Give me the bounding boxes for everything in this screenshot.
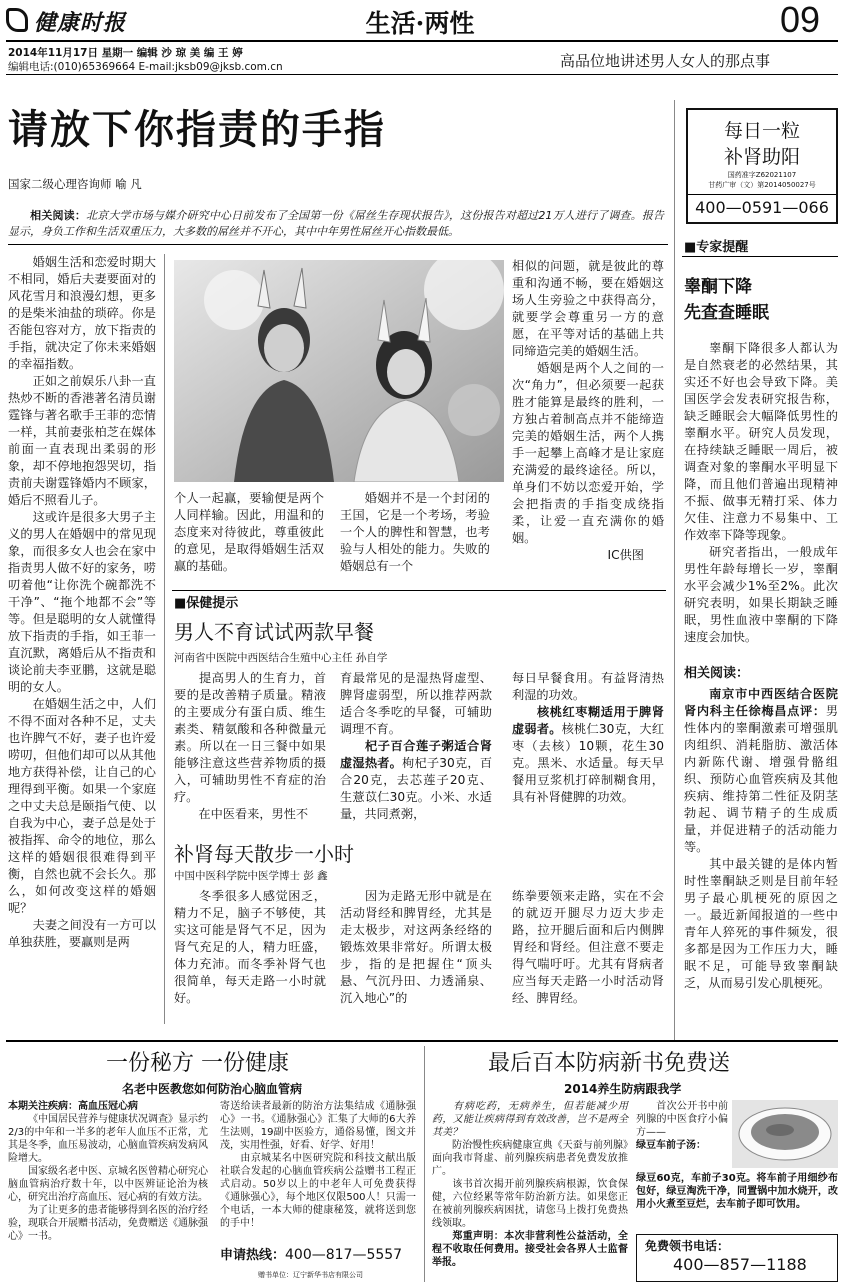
related-label: 相关阅读： bbox=[30, 209, 86, 222]
ad-license2: 甘药广审（文）第2014050027号 bbox=[708, 181, 816, 189]
bottom-right-subheadline: 2014养生防病跟我学 bbox=[564, 1082, 682, 1096]
main-col2: 个人一起赢，要输便是两个人同样输。因此，用温和的态度来对待彼此，尊重彼此的意见，是取得婚姻生活双赢的基础。 bbox=[174, 491, 324, 573]
ad-box bbox=[686, 108, 838, 224]
main-col4 bbox=[512, 258, 664, 564]
right-headline-1: 睾酮下降 bbox=[684, 277, 752, 297]
bottom-right-col2: 首次公开书中前列腺的中医食疗小偏方—— 绿豆车前子汤： bbox=[636, 1101, 728, 1151]
soup-bowl-photo bbox=[732, 1100, 838, 1168]
ad-divider bbox=[688, 194, 836, 195]
logo bbox=[6, 6, 156, 36]
health-tips-col1: 提高男人的生育力，首要的是改善精子质量。精液的主要成分有蛋白质、维生素类、精氨酸和各种微量元素。所以在一日三餐中如果能够注意这些营养物质的摄入，可辅助男性不育症的治疗。 在中医看来，男性不 bbox=[174, 671, 326, 821]
couple-photo-svg bbox=[174, 260, 504, 482]
main-col1-p5: 夫妻之间没有一方可以单独获胜，要赢则是两 bbox=[8, 918, 156, 949]
ad-line1: 每日一粒 bbox=[723, 120, 800, 142]
tagline: 高品位地讲述男人女人的那点事 bbox=[560, 52, 771, 70]
bottom-left-headline: 一份秘方 一份健康 bbox=[106, 1051, 289, 1076]
main-col1-p2: 正如之前娱乐八卦一直热炒不断的香港著名清员谢霆锋与著名歌手王菲的恋情一样，其前妻张柏芝在媒体前面一直表现出柔弱的形象，却不停地抱怨哭切，指责前夫谢霆锋婚内不顾家，婚后不照看儿子。 bbox=[8, 374, 156, 507]
bottom-left-footnote: 赠书单位：辽宁新华书店有限公司 bbox=[258, 1271, 363, 1279]
ad-line2: 补肾助阳 bbox=[723, 146, 800, 168]
health-tips-byline: 河南省中医院中西医结合生殖中心主任 孙自学 bbox=[174, 652, 388, 664]
related-rule bbox=[8, 244, 668, 245]
contact-line: 编辑电话:(010)65369664 E-mail:jksb09@jksb.com.cn bbox=[8, 61, 283, 73]
walk-col3: 练拳要领来走路，实在不会的就迈开腿尽力迈大步走路，拉开腿后面和后内侧脾胃经和肾经。但注意不要走得气喘吁吁。尤其有肾病者应当每天走路一小时活动肾经、脾胃经。 bbox=[512, 889, 664, 1005]
bottom-left-phone: 申请热线：400—817—5557 bbox=[220, 1247, 403, 1263]
soup-bowl-icon bbox=[732, 1100, 838, 1168]
bottom-middle-divider bbox=[424, 1046, 425, 1282]
bottom-left-subheadline: 名老中医教您如何防治心脑血管病 bbox=[122, 1082, 303, 1096]
expert-rule bbox=[682, 256, 838, 257]
walk-col1: 冬季很多人感觉困乏，精力不足，脑子不够使，其实这可能是肾气不足，因为肾气充足的人，精力旺盛，体力充沛。而冬季补肾气也很简单，每天走路一小时就好。 bbox=[174, 889, 326, 1005]
related-text: 北京大学市场与媒介研究中心日前发布了全国第一份《屌丝生存现状报告》，这份报告对超过21万人进行了调查。报告显示，身负工作和生活双重压力，大多数的屌丝并不开心，其中中年男性屌丝开心指数最低。 bbox=[8, 209, 664, 238]
health-tips-label: ■保健提示 bbox=[174, 596, 239, 611]
bottom-right-phone: 400—857—1188 bbox=[673, 1255, 807, 1274]
main-byline: 国家二级心理咨询师 喻 凡 bbox=[8, 177, 142, 191]
right-col-divider bbox=[674, 100, 675, 1040]
main-related bbox=[8, 208, 664, 240]
logo-mark-icon bbox=[6, 8, 28, 32]
main-col1-p1: 婚姻生活和恋爱时期大不相同，婚后夫妻要面对的风花雪月和浪漫幻想，更多的是柴米油盐的琐碎。你是否能包容对方，放下指责的手指，就决定了你未来婚姻的幸福指数。 bbox=[8, 255, 156, 371]
bottom-section-rule bbox=[6, 1040, 838, 1042]
main-col1-p4: 在婚姻生活之中，人们不得不面对各种不足，丈夫也许脾气不好，妻子也许爱唠叨，但他们却可以从其他地方获得补偿，让自己的心理得到平衡。如果一个家庭之中丈夫总是颐指气使、以自我为中心，妻子总是处于被指挥、命令的地位，那么这样的婚姻很很难得到平衡，自然也就不会长久。那么，如何改变这样的婚姻呢？ bbox=[8, 697, 156, 915]
logo-text: 健康时报 bbox=[34, 10, 127, 36]
photo-credit: IC供图 bbox=[607, 548, 644, 562]
main-col3: 婚姻并不是一个封闭的王国，它是一个考场，考验一个人的脾性和智慧，也考验与人相处的能力。失败的婚姻总有一个 bbox=[340, 491, 490, 573]
walk-byline: 中国中医科学院中医学博士 彭 鑫 bbox=[174, 870, 328, 882]
main-col1-p3: 这或许是很多大男子主义的男人在婚姻中的常见现象，而很多女人也会在家中指责男人做不好的家务，唠叨着他“让你洗个碗都洗不干净”、“拖个地都不会”等等。但是聪明的女人就懂得放下指责的手指，如王菲一直沉默，离婚后从不指责和谈论前夫李亚鹏，这就是聪明的女人。 bbox=[8, 510, 156, 694]
walk-headline: 补肾每天散步一小时 bbox=[174, 842, 354, 866]
ad-license1: 国药准字Z62021107 bbox=[727, 171, 797, 179]
ad-phone: 400—0591—066 bbox=[695, 198, 829, 217]
main-headline: 请放下你指责的手指 bbox=[8, 106, 386, 153]
bottom-right-phone-label: 免费领书电话： bbox=[645, 1239, 730, 1253]
right-related: 南京市中西医结合医院肾内科主任徐梅昌点评：男性体内的睾酮激素可增强肌肉组织、消耗脂肪、激活体内新陈代谢、增强骨骼组织、预防心血管疾病及其他疾病、维持第二性征及阴茎勃起、调节精子的生成质量，并促进精子的活动能力等。 其中最关键的是体内暂时性睾酮缺乏则是目前年轻男子最心肌梗死的原因之一。最近新闻报道的一些中青年人猝死的事件频发，很多都是因为工作压力大，睡眠不足，可能导致睾酮缺乏，从而易引发心肌梗死。 bbox=[684, 687, 838, 990]
health-tips-rule bbox=[172, 590, 666, 591]
page-number: 09 bbox=[780, 0, 821, 40]
expert-label: ■专家提醒 bbox=[684, 240, 749, 255]
masthead bbox=[0, 0, 844, 78]
bottom-right-col1: 有病吃药，无病养生，但若能减少用药，又能让疾病得到有效改善，岂不是两全其美？ 防治慢性疾病健康宣典《天蚕与前列腺》面向我市肾虚、前列腺疾病患者免费发放推广。 该书首次揭开前列腺疾病根源，饮食保健，六位经累等常年防治新方法。如果您正在被前列腺疾病困扰，请您马上拨打免费热线领取。 郑重声明：本次非营利性公益活动，全程不收取任何费用。接受社会各界人士监督举报。 bbox=[432, 1101, 628, 1268]
bottom-right-recipe: 绿豆60克，车前子30克。将车前子用细纱布包好，绿豆淘洗干净，同置锅中加水烧开，改用小火煮至豆烂，去车前子即可饮用。 bbox=[636, 1173, 838, 1210]
section-title: 生活·两性 bbox=[365, 9, 475, 38]
health-tips-col3: 每日早餐食用。有益肾清热利湿的功效。 核桃红枣糊适用于脾肾虚弱者。核桃仁30克，大红枣（去核）10颗，花生30克。黑米、水适量。每天早餐用豆浆机打碎制糊食用，具有补肾健脾的功效。 bbox=[512, 671, 665, 804]
bottom-right-phone-box bbox=[636, 1234, 838, 1282]
right-headline-2: 先查查睡眠 bbox=[684, 303, 769, 323]
masthead-rule-bottom bbox=[6, 74, 838, 75]
right-body: 睾酮下降很多人都认为是自然衰老的必然结果，其实还不好也会导致下降。美国医学会发表研究报告称，缺乏睡眠会大幅降低男性的睾酮水平。研究人员发现，在持续缺乏睡眠一周后，被调查对象的睾酮水平明显下降，而且他们普遍出现精神不振、做事无精打采、体力欠佳、注意力不易集中、工作效率下降等现象。 研究者指出，一般成年男性年龄每增长一岁，睾酮水平会减少1%至2%。此次研究表明，如果长期缺乏睡眠，男性血液中睾酮的下降速度会加快。 bbox=[684, 341, 838, 644]
right-related-label: 相关阅读： bbox=[684, 666, 750, 681]
bottom-left-col1: 本期关注疾病：高血压冠心病 《中国居民营养与健康状况调查》显示约2/3的中年和一半多的老年人血压不正常，尤其是冬季，血压易波动，心脑血管疾病发病风险增大。 国家级名老中医、京城名医曾精心研究心脑血管病治疗数十年，以中医辨证论治为核心，研究出治疗高血压、冠心病的有效方法。 为了让更多的患者能够得到名医的治疗经验，现联合开展赠书活动，免费赠送《通脉强心》一书。 bbox=[8, 1101, 208, 1242]
walk-col2: 因为走路无形中就是在活动肾经和脾胃经，尤其是走太极步，对这两条经络的锻炼效果非常好。所谓太极步，指的是把握住“顶头悬、气沉丹田、力透涌泉、沉入地心”的 bbox=[340, 889, 492, 1005]
masthead-rule bbox=[6, 40, 838, 42]
main-col4-p2: 婚姻是两个人之间的一次“角力”，但必须要一起获胜才能算是最终的胜利，一方独占着制高点并不能缔造完美的婚姻生活，两个人携手一起攀上高峰才是让家庭充满爱的最终途径。所以，单身们不妨以恋爱开始，学会把指责的手指变成绕指柔，让爱一直充满你的婚姻。 bbox=[512, 361, 664, 545]
health-tips-headline: 男人不育试试两款早餐 bbox=[174, 620, 374, 644]
date-line: 2014年11月17日 星期一 编辑 沙 琼 美 编 王 婷 bbox=[8, 47, 243, 59]
couple-photo bbox=[174, 260, 504, 482]
main-col4-p1: 相似的问题，就是彼此的尊重和沟通不畅，要在婚姻这场人生旁验之中获得高分，就要学会尊重另一方的意愿，在平等对话的基础上共同缔造完美的婚姻生活。 bbox=[512, 259, 664, 358]
bottom-left-col2: 寄送给读者最新的防治方法集结成《通脉强心》一书。《通脉强心》汇集了大师的6大养生法则，19副中医验方，通俗易懂，图文并茂，实用性强，好看、好学、好用！ 由京城某名中医研究院和科技文献出版社联合发起的心脑血管疾病公益赠书工程正式启动。50岁以上的中老年人可免费获得《通脉强心》，每个地区仅限500人！只需一个电话，一本大师的健康秘笈，就将送到您的手中！ bbox=[220, 1101, 416, 1229]
main-col1 bbox=[8, 254, 156, 951]
health-tips-col2: 育最常见的是湿热肾虚型、脾肾虚弱型，所以推荐两款适合冬季吃的早餐，可辅助调理不育。 杞子百合莲子粥适合肾虚湿热者。枸杞子30克，百合20克，去芯莲子20克、生薏苡仁30克。小米、水适量，共同煮粥， bbox=[340, 671, 493, 821]
bottom-right-headline: 最后百本防病新书免费送 bbox=[488, 1051, 731, 1076]
col1-divider bbox=[164, 254, 165, 1024]
